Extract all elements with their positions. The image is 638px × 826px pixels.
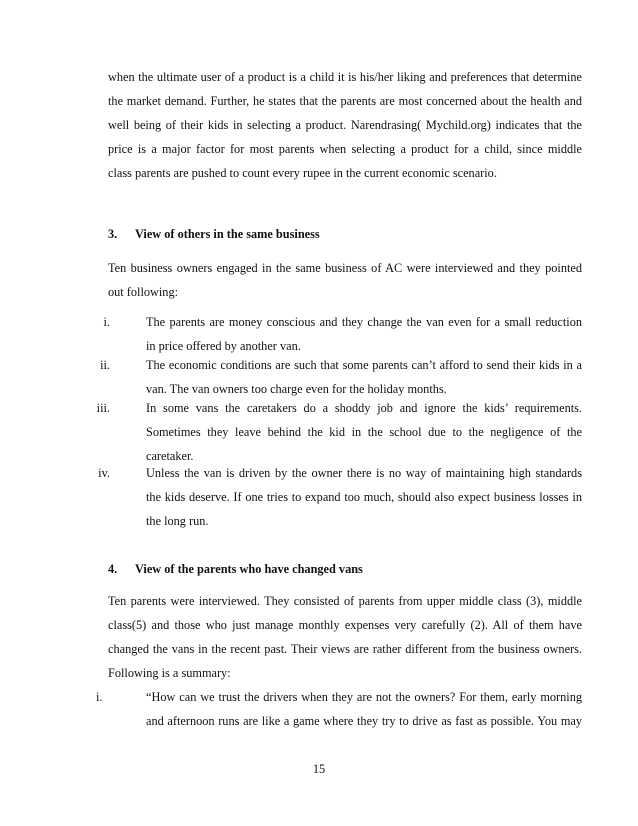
text-line: well being of their kids in selecting a product. Narendrasing( Mychild.org) indicates that the [108, 118, 582, 132]
text-line: Ten business owners engaged in the same business of AC were interviewed and they pointed [108, 261, 582, 275]
text-line: The economic conditions are such that some parents can’t afford to send their kids in a [146, 358, 582, 372]
text-line: the long run. [146, 514, 209, 528]
list-item-text [146, 353, 582, 401]
section-3-intro [108, 256, 582, 304]
list-marker: iii. [96, 401, 110, 415]
text-line: in price offered by another van. [146, 339, 301, 353]
text-line: In some vans the caretakers do a shoddy job and ignore the kids’ requirements. [146, 401, 582, 415]
list-marker: i. [103, 315, 110, 329]
text-line: class(5) and those who just manage monthly expenses very carefully (2). All of them have [108, 618, 582, 632]
section-3-heading [108, 222, 320, 246]
list-item-text [146, 310, 582, 358]
text-line: “How can we trust the drivers when they are not the owners? For them, early morning [146, 690, 582, 704]
page-number: 15 [312, 762, 326, 776]
list-item-text [146, 396, 582, 468]
text-line: Unless the van is driven by the owner there is no way of maintaining high standards [146, 466, 582, 480]
text-line: The parents are money conscious and they change the van even for a small reduction [146, 315, 582, 329]
text-line: price is a major factor for most parents when selecting a product for a child, since middle [108, 142, 582, 156]
text-line: Sometimes they leave behind the kid in the school due to the negligence of the [146, 425, 582, 439]
text-line: caretaker. [146, 449, 194, 463]
text-line: out following: [108, 285, 179, 299]
text-line: Ten parents were interviewed. They consisted of parents from upper middle class (3), middle [108, 594, 582, 608]
section-title: View of others in the same business [135, 227, 320, 241]
section-title: View of the parents who have changed vans [135, 562, 363, 576]
list-item-text [146, 685, 582, 733]
intro-paragraph [108, 65, 582, 185]
text-line: changed the vans in the recent past. Their views are rather different from the business owners. [108, 642, 582, 656]
text-line: the market demand. Further, he states that the parents are most concerned about the health and [108, 94, 582, 108]
section-number: 3. [108, 227, 118, 241]
list-marker: ii. [100, 358, 110, 372]
text-line: the kids deserve. If one tries to expand too much, should also expect business losses in [146, 490, 582, 504]
section-4-heading [108, 557, 363, 581]
text-line: and afternoon runs are like a game where they try to drive as fast as possible. You may [146, 714, 582, 728]
section-4-intro [108, 589, 582, 685]
list-marker: i. [96, 690, 103, 704]
text-line: when the ultimate user of a product is a child it is his/her liking and preferences that determine [108, 70, 582, 84]
list-item-text [146, 461, 582, 533]
section-number: 4. [108, 562, 118, 576]
list-marker: iv. [98, 466, 110, 480]
text-line: Following is a summary: [108, 666, 231, 680]
text-line: van. The van owners too charge even for the holiday months. [146, 382, 447, 396]
text-line: class parents are pushed to count every rupee in the current economic scenario. [108, 166, 497, 180]
